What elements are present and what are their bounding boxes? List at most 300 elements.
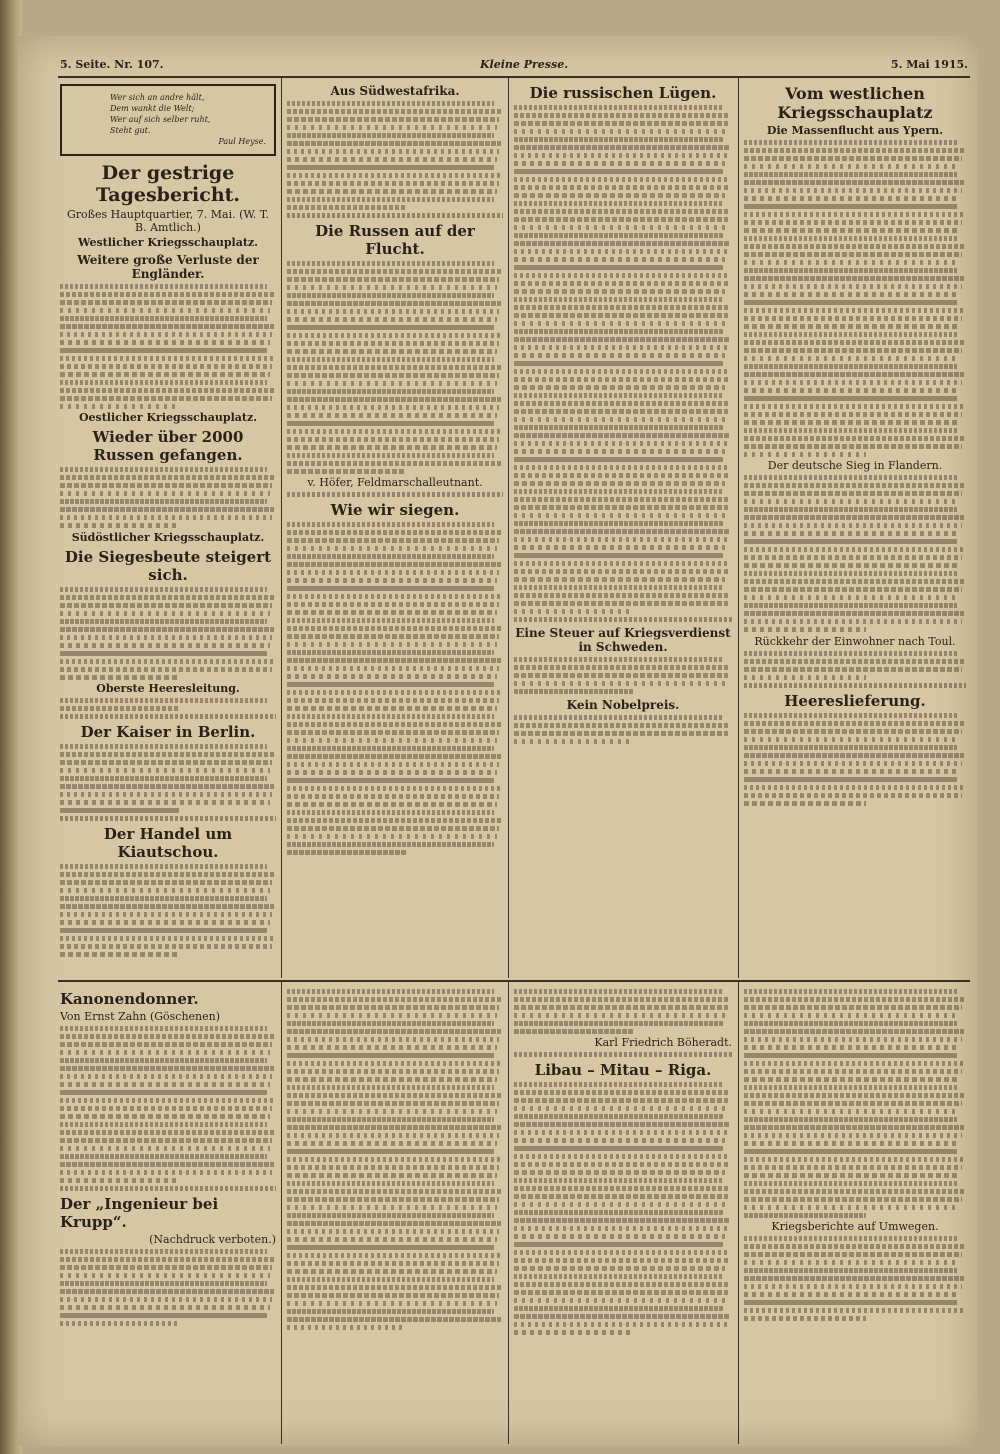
text-line <box>514 1290 728 1295</box>
text-line <box>744 164 959 169</box>
text-line <box>60 1034 274 1039</box>
text-line <box>287 357 494 362</box>
text-line <box>744 801 866 806</box>
text-line <box>744 324 959 329</box>
text-line <box>744 1292 959 1297</box>
text-line <box>514 497 730 502</box>
text-line <box>60 483 272 488</box>
text-line <box>60 1249 267 1254</box>
text-line <box>287 101 494 106</box>
text-line <box>287 1181 494 1186</box>
text-line <box>744 412 962 417</box>
text-line <box>287 1245 494 1250</box>
text-line <box>287 125 497 130</box>
text-line <box>60 356 274 361</box>
text-line <box>60 1297 272 1302</box>
text-line <box>287 133 494 138</box>
text-line <box>514 1029 634 1034</box>
text-line <box>287 997 501 1002</box>
text-line <box>744 1236 957 1241</box>
headline: Heereslieferung. <box>784 691 926 710</box>
text-line <box>514 1194 728 1199</box>
text-line <box>287 453 494 458</box>
text-line <box>744 196 959 201</box>
text-block <box>60 864 276 957</box>
text-line <box>514 577 725 582</box>
text-line <box>60 292 274 297</box>
column-4 <box>744 80 966 977</box>
text-line <box>744 1284 962 1289</box>
text-line <box>287 1133 499 1138</box>
text-line <box>60 675 179 680</box>
text-line <box>60 1289 274 1294</box>
text-line <box>287 1037 499 1042</box>
text-line <box>287 714 494 719</box>
text-line <box>744 140 957 145</box>
text-line <box>287 149 499 154</box>
text-line <box>287 1205 497 1210</box>
text-line <box>287 674 497 679</box>
text-line <box>514 1234 725 1239</box>
text-line <box>287 325 494 330</box>
text-line <box>287 469 406 474</box>
text-line <box>60 800 270 805</box>
text-line <box>287 722 501 727</box>
text-line <box>744 483 964 488</box>
text-line <box>287 1157 501 1162</box>
text-line <box>287 429 501 434</box>
text-line <box>744 1037 962 1042</box>
text-line <box>514 369 730 374</box>
text-line <box>514 441 728 446</box>
text-line <box>514 609 634 614</box>
text-line <box>60 920 270 925</box>
poem-box <box>60 84 276 156</box>
section-label: Südöstlicher Kriegsschauplatz. <box>71 530 265 544</box>
text-line <box>744 172 957 177</box>
text-line <box>744 1133 962 1138</box>
text-line <box>60 364 272 369</box>
text-line <box>744 571 957 576</box>
headline: Aus Südwestafrika. <box>330 84 460 98</box>
text-line <box>287 413 497 418</box>
text-line <box>514 681 725 686</box>
poem-line: Wer auf sich selber ruht, <box>110 115 211 124</box>
text-line <box>287 610 497 615</box>
text-block <box>60 284 276 409</box>
text-line <box>514 113 730 118</box>
text-line <box>60 348 267 353</box>
text-line <box>287 602 499 607</box>
text-line <box>744 244 964 249</box>
text-line <box>60 587 267 592</box>
poem-line: Steht gut. <box>110 126 151 135</box>
text-line <box>287 317 497 322</box>
text-line <box>514 529 730 534</box>
text-line <box>744 555 962 560</box>
text-line <box>514 545 725 550</box>
text-line <box>287 1253 501 1258</box>
signature: Oberste Heeresleitung. <box>96 682 240 696</box>
text-line <box>60 619 267 624</box>
text-line <box>60 1281 267 1286</box>
headline: Libau – Mitau – Riga. <box>534 1061 712 1080</box>
text-line <box>514 297 723 302</box>
text-line <box>60 1074 272 1079</box>
text-line <box>60 404 179 409</box>
section-label: Die Massenflucht aus Ypern. <box>766 124 944 137</box>
text-line <box>287 1093 501 1098</box>
text-line <box>60 523 179 528</box>
text-line <box>287 1197 499 1202</box>
text-line <box>287 1261 499 1266</box>
text-line <box>60 896 267 901</box>
text-line <box>744 332 957 337</box>
text-line <box>60 388 274 393</box>
text-line <box>287 109 501 114</box>
poem-line: Wer sich an andre hält, <box>110 93 205 102</box>
text-line <box>287 1317 501 1322</box>
text-line <box>287 546 497 551</box>
text-line <box>514 1306 723 1311</box>
text-line <box>287 173 501 178</box>
text-line <box>287 1269 497 1274</box>
text-line <box>287 181 499 186</box>
column-rule <box>281 982 282 1444</box>
text-block <box>514 1082 732 1335</box>
text-line <box>514 145 730 150</box>
section-label: Kriegsberichte auf Umwegen. <box>771 1220 939 1234</box>
text-line <box>60 1273 270 1278</box>
text-line <box>744 1053 957 1058</box>
text-line <box>60 808 179 813</box>
text-line <box>60 603 272 608</box>
separator <box>60 816 276 821</box>
text-line <box>287 1029 501 1034</box>
text-line <box>514 657 723 662</box>
text-line <box>60 475 274 480</box>
text-line <box>514 513 725 518</box>
text-line <box>514 281 728 286</box>
text-line <box>514 537 728 542</box>
text-line <box>287 1301 497 1306</box>
text-line <box>287 285 497 290</box>
text-line <box>60 952 179 957</box>
text-line <box>514 561 730 566</box>
text-line <box>744 667 962 672</box>
text-line <box>514 1138 725 1143</box>
text-line <box>287 762 499 767</box>
text-line <box>287 1165 499 1170</box>
text-line <box>514 457 723 462</box>
text-line <box>744 651 957 656</box>
text-line <box>744 428 957 433</box>
text-line <box>60 706 179 711</box>
text-line <box>287 1309 494 1314</box>
column-rule <box>281 78 282 978</box>
text-line <box>287 389 494 394</box>
text-line <box>744 1205 959 1210</box>
text-line <box>744 444 962 449</box>
text-line <box>744 436 964 441</box>
text-block <box>744 1236 966 1321</box>
text-block <box>514 715 732 744</box>
text-line <box>514 225 725 230</box>
text-line <box>514 161 725 166</box>
text-line <box>744 721 964 726</box>
text-line <box>287 381 497 386</box>
text-line <box>514 153 728 158</box>
text-line <box>60 316 267 321</box>
text-line <box>514 1210 723 1215</box>
text-line <box>287 461 501 466</box>
text-line <box>287 1109 497 1114</box>
text-line <box>744 523 962 528</box>
text-line <box>514 193 725 198</box>
text-line <box>744 491 962 496</box>
text-line <box>744 236 957 241</box>
text-line <box>287 405 499 410</box>
column-rule <box>738 982 739 1444</box>
text-line <box>287 269 501 274</box>
text-line <box>287 1141 497 1146</box>
text-line <box>744 1189 964 1194</box>
text-line <box>744 475 957 480</box>
text-line <box>60 1122 267 1127</box>
text-block <box>744 475 966 632</box>
text-line <box>287 778 494 783</box>
text-line <box>60 1050 270 1055</box>
poem-line: Dem wankt die Welt; <box>110 104 195 113</box>
text-line <box>514 305 730 310</box>
text-line <box>60 1138 272 1143</box>
text-line <box>744 404 964 409</box>
text-line <box>60 768 270 773</box>
text-line <box>60 643 270 648</box>
headline: Die Russen auf der Flucht. <box>315 222 475 258</box>
text-line <box>744 1268 957 1273</box>
text-line <box>744 1045 959 1050</box>
headline: Vom westlichen Kriegsschauplatz <box>777 84 933 122</box>
reprint-note: (Nachdruck verboten.) <box>149 1233 276 1246</box>
text-line <box>60 380 267 385</box>
text-line <box>744 595 959 600</box>
text-line <box>744 531 959 536</box>
headline: Der gestrige Tagesbericht. <box>95 162 241 206</box>
text-line <box>744 627 866 632</box>
text-line <box>287 570 499 575</box>
text-line <box>287 445 497 450</box>
headline: Die russischen Lügen. <box>529 84 717 102</box>
text-line <box>514 209 730 214</box>
text-line <box>744 499 959 504</box>
text-block <box>60 467 276 528</box>
text-line <box>744 761 962 766</box>
author: Von Ernst Zahn (Göschenen) <box>60 1010 221 1023</box>
text-line <box>60 515 272 520</box>
text-line <box>744 1181 957 1186</box>
poem-author: Paul Heyse. <box>218 137 266 146</box>
text-line <box>287 1069 499 1074</box>
text-line <box>287 594 501 599</box>
text-line <box>744 180 964 185</box>
text-line <box>744 579 964 584</box>
masthead <box>60 58 968 76</box>
text-line <box>287 730 499 735</box>
text-line <box>287 562 501 567</box>
text-line <box>514 731 728 736</box>
text-line <box>514 417 725 422</box>
separator <box>60 1186 276 1191</box>
text-line <box>744 228 959 233</box>
text-line <box>287 421 494 426</box>
text-line <box>744 284 962 289</box>
text-line <box>744 276 964 281</box>
text-line <box>744 1101 962 1106</box>
text-line <box>60 284 267 289</box>
text-line <box>744 380 962 385</box>
text-line <box>744 547 964 552</box>
text-line <box>744 603 957 608</box>
text-line <box>514 569 728 574</box>
text-line <box>744 1197 962 1202</box>
text-line <box>60 760 272 765</box>
text-line <box>60 396 272 401</box>
text-line <box>287 261 494 266</box>
text-line <box>514 393 723 398</box>
text-line <box>287 373 499 378</box>
text-line <box>514 129 725 134</box>
column-2 <box>287 80 503 977</box>
text-line <box>287 706 497 711</box>
text-line <box>744 1173 959 1178</box>
text-line <box>287 1045 497 1050</box>
paper-title: Kleine Presse. <box>480 58 569 71</box>
text-line <box>514 137 723 142</box>
text-line <box>514 265 723 270</box>
text-line <box>287 1189 501 1194</box>
text-line <box>744 1029 964 1034</box>
text-line <box>287 554 494 559</box>
masthead-rule <box>58 76 970 78</box>
text-line <box>60 784 274 789</box>
text-line <box>514 1098 728 1103</box>
text-line <box>514 481 725 486</box>
text-block <box>744 989 966 1218</box>
text-line <box>744 316 962 321</box>
text-line <box>744 156 962 161</box>
text-line <box>60 308 270 313</box>
text-line <box>744 1244 964 1249</box>
text-line <box>287 578 497 583</box>
text-line <box>287 690 501 695</box>
text-block <box>744 713 966 806</box>
text-line <box>744 1252 962 1257</box>
text-line <box>287 666 499 671</box>
text-line <box>287 349 497 354</box>
signature: v. Höfer, Feldmarschalleutnant. <box>307 476 483 490</box>
column-rule <box>738 78 739 978</box>
text-line <box>744 619 962 624</box>
separator <box>287 213 503 218</box>
text-line <box>60 1305 270 1310</box>
text-line <box>514 1218 730 1223</box>
text-line <box>744 292 959 297</box>
text-line <box>60 595 274 600</box>
column-3 <box>514 80 732 977</box>
text-line <box>514 715 723 720</box>
text-line <box>514 425 723 430</box>
text-line <box>744 1117 957 1122</box>
text-line <box>514 1090 730 1095</box>
text-line <box>744 587 962 592</box>
text-line <box>514 1314 730 1319</box>
headline: Der „Ingenieur bei Krupp“. <box>60 1195 219 1231</box>
text-line <box>60 491 270 496</box>
text-line <box>60 1170 272 1175</box>
text-line <box>744 753 964 758</box>
text-line <box>744 659 964 664</box>
page-number: 5. Seite. Nr. 107. <box>60 58 164 71</box>
lower-column-1 <box>60 986 276 1441</box>
text-line <box>287 770 497 775</box>
text-line <box>287 634 499 639</box>
separator <box>514 617 732 622</box>
text-line <box>514 473 728 478</box>
text-line <box>287 794 499 799</box>
text-line <box>60 300 272 305</box>
text-line <box>287 530 501 535</box>
text-line <box>287 818 501 823</box>
text-line <box>744 148 964 153</box>
text-line <box>514 121 728 126</box>
text-line <box>287 1237 497 1242</box>
separator <box>514 1052 732 1057</box>
text-block <box>744 140 966 457</box>
headline: Kanonendonner. <box>60 990 199 1008</box>
text-line <box>287 522 494 527</box>
text-line <box>287 157 497 162</box>
text-line <box>60 1106 272 1111</box>
text-line <box>744 1165 962 1170</box>
text-line <box>287 1021 494 1026</box>
text-line <box>514 997 730 1002</box>
text-line <box>514 337 730 342</box>
text-line <box>287 341 499 346</box>
text-line <box>514 321 725 326</box>
text-line <box>287 1293 499 1298</box>
text-line <box>514 433 730 438</box>
text-line <box>514 201 723 206</box>
text-line <box>514 1282 730 1287</box>
text-line <box>514 739 634 744</box>
text-line <box>514 673 728 678</box>
text-line <box>744 1260 959 1265</box>
text-block <box>60 1249 276 1326</box>
text-line <box>514 1170 725 1175</box>
text-line <box>514 1082 723 1087</box>
text-line <box>744 563 959 568</box>
text-line <box>60 635 272 640</box>
text-line <box>287 810 494 815</box>
text-line <box>287 205 406 210</box>
text-line <box>514 1202 725 1207</box>
text-block <box>60 698 276 711</box>
text-line <box>514 1013 725 1018</box>
text-line <box>60 1098 274 1103</box>
text-line <box>744 212 964 217</box>
text-line <box>744 1093 964 1098</box>
